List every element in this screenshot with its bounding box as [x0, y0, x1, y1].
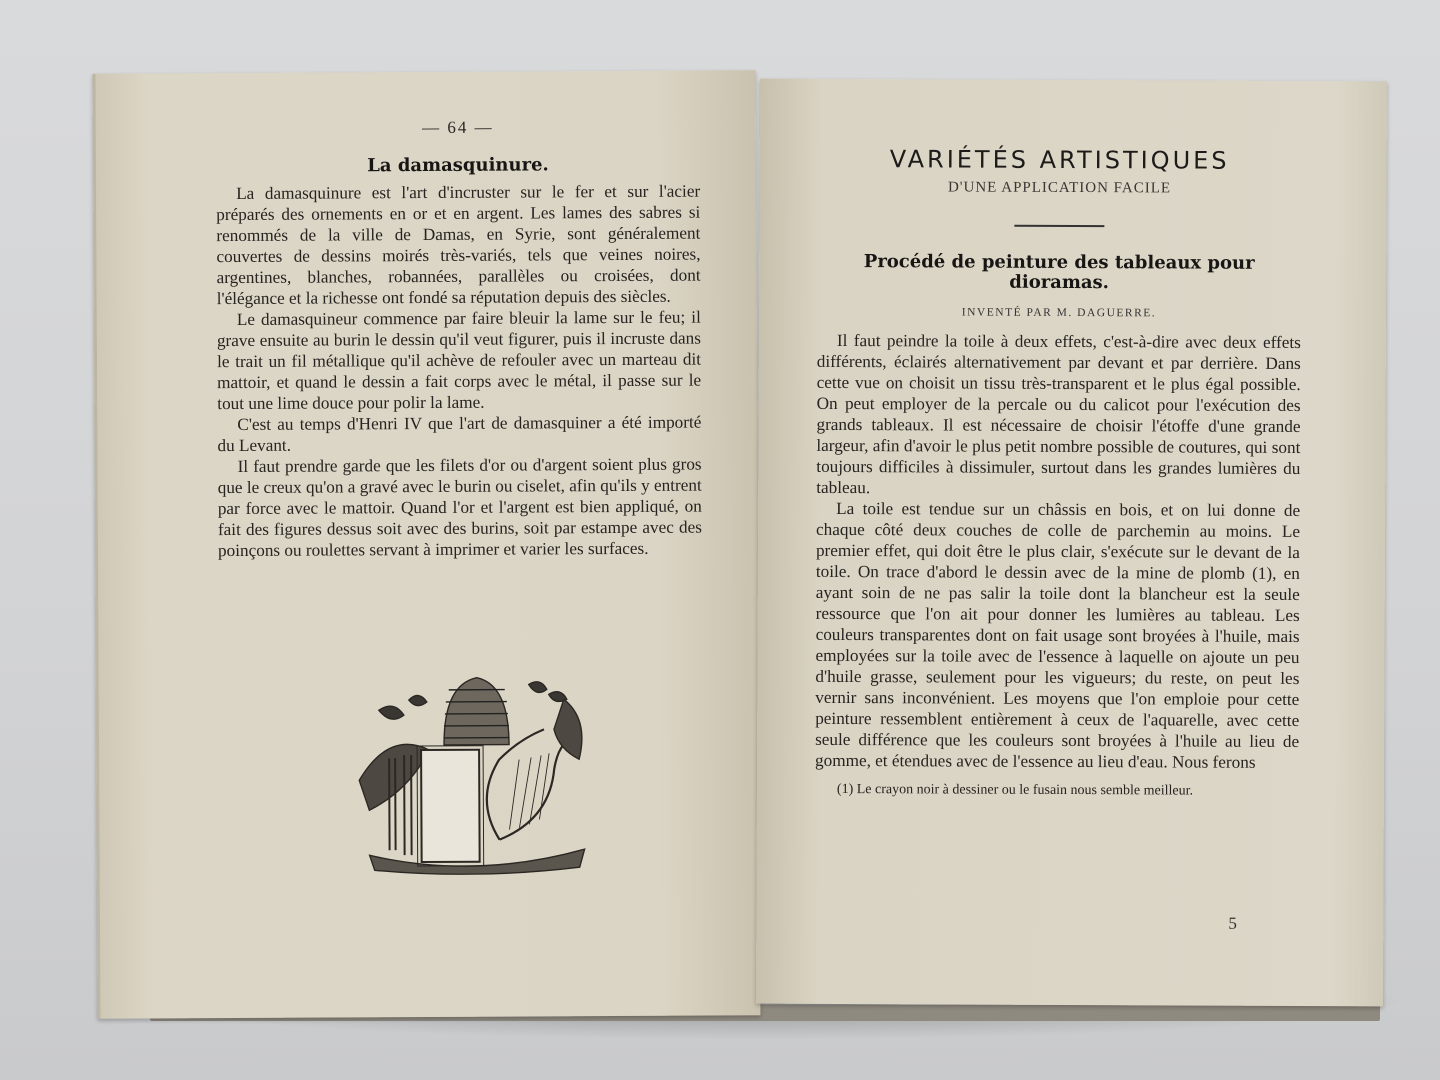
- beehive-lyre-vignette-icon: [349, 669, 600, 875]
- article-body: [815, 329, 1301, 772]
- article-body: [216, 181, 702, 562]
- page-number: — 64 —: [422, 117, 494, 138]
- section-subtitle: D'UNE APPLICATION FACILE: [947, 179, 1172, 197]
- paragraph: Il faut prendre garde que les filets d'or ou d'argent soient plus gros que le creux qu'on a gravé avec le burin ou ciselet, afin qu'ils y entrent par force avec le mattoir. Quand l'or et l'argent est bien appliqué, on fait des figures dessus soit avec des burins, soit par estampe avec des poinçons ou roulettes servant à imprimer et varier les surfaces.: [217, 454, 702, 561]
- paragraph: La toile est tendue sur un châssis en bois, et on lui donne de chaque côté deux couches de colle de parchemin au moins. Le premier effet, qui doit être le plus clair, s'exécute sur le devant de la toile. On trace d'abord le dessin avec de la mine de plomb (1), en ayant soin de ne pas salir la toile dont la blancheur est la seule ressource que l'on ait pour donner les lumières au tableau. Les couleurs transparentes dont on fait usage sont broyées à l'huile, mais employées sur la toile avec de l'essence à laquelle on ajoute un peu d'huile grasse, seulement pour les vigueurs; du reste, on peut les vernir sans inconvénient. Les moyens que l'on emploie pour cette peinture ressemblent entièrement à ceux de l'aquarelle, avec cette seule différence que les couleurs sont broyées à l'huile au lieu de gomme, et étendues avec de l'essence au lieu d'eau. Nous ferons: [815, 498, 1301, 772]
- article-byline: INVENTÉ PAR M. DAGUERRE.: [961, 306, 1157, 319]
- paragraph: Il faut peindre la toile à deux effets, c'est-à-dire avec deux effets différents, éclairés alternativement par devant et par derrière. Dans cette vue on choisit un tissu très-transparent et le plus égal possible. On peut employer de la percale ou du calicot pour l'exécution des grands tableaux. Il est nécessaire de choisir l'étoffe d'une grande largeur, afin d'avoir le plus petit nombre possible de coutures, qui sont toujours difficiles à dissimuler, surtout dans les grandes lumières du tableau.: [816, 330, 1301, 497]
- article-title: Procédé de peinture des tableaux pour dioramas.: [863, 250, 1255, 293]
- footnote: (1) Le crayon noir à dessiner ou le fusain nous semble meilleur.: [836, 781, 1194, 799]
- left-page-content: [216, 117, 702, 562]
- section-title: VARIÉTÉS ARTISTIQUES: [889, 145, 1230, 175]
- right-page-content: [815, 145, 1302, 800]
- paragraph: C'est au temps d'Henri IV que l'art de damasquiner a été importé du Levant.: [217, 412, 702, 456]
- article-title: La damasquinure.: [367, 154, 549, 177]
- paragraph: Le damasquineur commence par faire bleuir la lame sur le feu; il grave ensuite au burin le dessin qu'il veut figurer, puis il incruste dans le trait un fil métallique qu'il achève de refouler avec un marteau dit mattoir, et quand le dessin a fait corps avec le métal, il passe sur le tout une lime douce pour polir la lame.: [216, 307, 702, 414]
- right-page: [756, 79, 1387, 1007]
- divider: [1014, 225, 1104, 227]
- paragraph: La damasquinure est l'art d'incruster sur le fer et sur l'acier préparés des ornements en or et en argent. Les lames des sabres si renommés de la ville de Damas, en Syrie, sont généralement couvertes de dessins moirés très-variés, tels que veines noires, argentines, blanches, robannées, parallèles ou croisées, dont l'élégance et la richesse ont fondé sa réputation depuis des siècles.: [216, 181, 701, 309]
- left-page: [93, 70, 761, 1018]
- signature-mark: 5: [1228, 913, 1237, 933]
